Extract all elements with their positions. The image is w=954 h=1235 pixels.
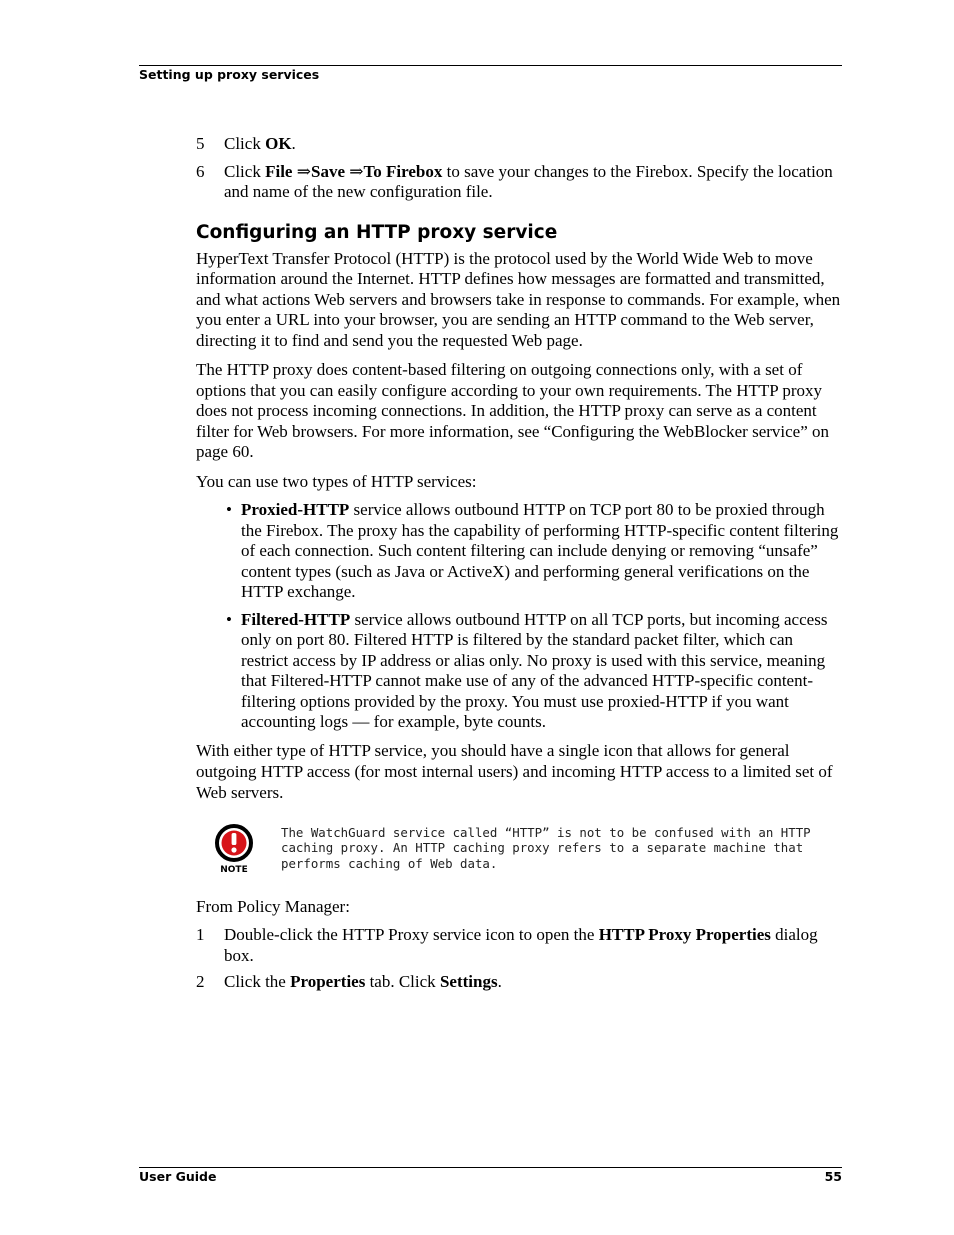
properties-tab-label: Properties [290,972,366,991]
list-item: • Proxied-HTTP service allows outbound HTTP on TCP port 80 to be proxied through the Firebox. The proxy has the capability of performing HTTP-specific content filtering of each connection. Such content filtering can include denying or removing “unsafe” content types (such as Java or ActiveX) and performing general verifications on the HTTP exchange. [226,500,839,601]
footer-title: User Guide [139,1169,217,1184]
note-text: The WatchGuard service called “HTTP” is not to be confused with an HTTP caching proxy. An HTTP caching proxy refers to a separate machine that performs caching of Web data. [281,824,811,871]
paragraph-http-intro: HyperText Transfer Protocol (HTTP) is the protocol used by the World Wide Web to move information around the Internet. HTTP defines how messages are formatted and transmitted, and what actions Web servers and browsers take in response to commands. For example, when you enter a URL into your browser, you are sending an HTTP command to the Web server, directing it to find and send you the requested Web page. [196,248,841,350]
paragraph-two-types: You can use two types of HTTP services: [196,471,477,491]
menu-save-label: Save [310,161,345,181]
paragraph-http-proxy: The HTTP proxy does content-based filtering on outgoing connections only, with a set of options that you can easily configure according to your own requirements. The HTTP proxy does not process incoming connections. In addition, the HTTP proxy can serve as a content filter for Web browsers. For more information, see “Configuring the WebBlocker service” on page 60. [196,360,830,461]
ok-label: OK [265,134,292,153]
running-head: Setting up proxy services [139,67,320,82]
menu-to-firebox-label: To Firebox [363,161,443,181]
http-types-list [196,500,844,733]
page-content [196,134,844,993]
header-rule [139,65,842,66]
settings-label: Settings [439,972,498,991]
paragraph-either-type: With either type of HTTP service, you should have a single icon that allows for general outgoing HTTP access (for most internal users) and incoming HTTP access to a limited set of Web servers. [196,740,833,802]
steps-bottom [196,925,844,993]
footer-rule [139,1167,842,1168]
arrow-icon: ⇒ [296,161,311,181]
menu-file-label: File [265,161,293,181]
page-number: 55 [824,1169,842,1184]
section-heading: Configuring an HTTP proxy service [196,221,558,243]
paragraph-from-policy-manager: From Policy Manager: [196,896,350,916]
bullet-icon: • [226,609,232,629]
bullet-icon: • [226,500,232,519]
note-exclamation-icon [214,823,254,875]
http-proxy-properties-label: HTTP Proxy Properties [598,925,771,944]
step-2: 2 Click the Properties tab. Click Settings. [196,972,502,991]
note-label: NOTE [220,864,248,875]
note-callout [196,823,844,883]
step-1: 1 Double-click the HTTP Proxy service icon to open the HTTP Proxy Properties dialog box. [196,925,818,965]
arrow-icon: ⇒ [349,161,364,181]
list-item: • Filtered-HTTP service allows outbound HTTP on all TCP ports, but incoming access only on port 80. Filtered HTTP is filtered by the standard packet filter, which can restrict access by IP address or alias only. No proxy is used with this service, meaning that Filtered-HTTP cannot make use of any of the advanced HTTP-specific content-filtering options provided by the proxy. You must use proxied-HTTP if you want accounting logs — for example, byte counts. [226,609,828,731]
step-6: 6 Click File ⇒Save ⇒To Firebox to save your changes to the Firebox. Specify the location and name of the new configuration file. [196,161,833,201]
step-5: 5 Click OK. [196,134,296,153]
